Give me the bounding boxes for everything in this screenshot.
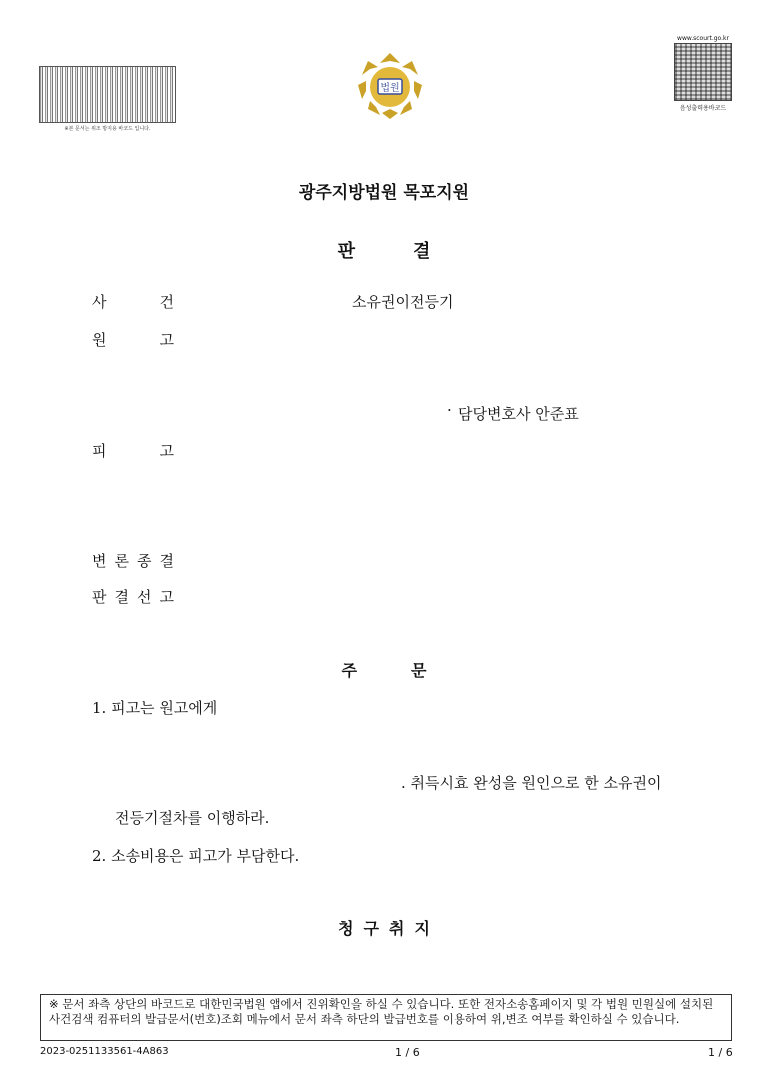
plaintiff-label: 원 고 <box>92 331 174 349</box>
sentence-date-label: 판 결 선 고 <box>92 588 174 606</box>
qr-caption: 음성출력용바코드 <box>679 105 727 112</box>
court-name: 광주지방법원 목포지원 <box>298 183 470 203</box>
order-item-1: 1. 피고는 원고에게 <box>92 699 218 717</box>
page-number-center: 1 / 6 <box>395 1046 420 1059</box>
order-item-1-continued: . 취득시효 완성을 원인으로 한 소유권이 <box>401 774 662 792</box>
case-label: 사 건 <box>92 293 174 311</box>
document-title: 판결 <box>337 241 489 262</box>
verification-notice: ※ 문서 좌측 상단의 바코드로 대한민국법원 앱에서 진위확인을 하실 수 있습니다. 또한 전자소송홈페이지 및 각 법원 민원실에 설치된 사건검색 컴퓨터의 발급문서(번호)조회 메뉴에서 문서 좌측 하단의 발급번호를 이용하여 위,변조 여부를 확인하실 수 있습니다. <box>40 994 732 1041</box>
order-heading: 주문 <box>341 661 481 680</box>
authenticity-barcode <box>39 66 176 123</box>
closing-date-label: 변 론 종 결 <box>92 552 174 570</box>
qr-url: www.scourt.go.kr <box>677 35 729 42</box>
seal-text: 법원 <box>380 83 400 94</box>
order-item-1-ending: 전등기절차를 이행하라. <box>115 809 270 827</box>
attorney-line: 담당변호사 안준표 <box>458 405 579 423</box>
court-seal-icon <box>352 51 428 121</box>
order-item-2: 2. 소송비용은 피고가 부담한다. <box>92 847 300 865</box>
claim-heading: 청구취지 <box>338 919 440 938</box>
page-number-right: 1 / 6 <box>708 1046 733 1059</box>
case-value: 소유권이전등기 <box>352 293 454 311</box>
voice-output-qr-code <box>674 43 732 101</box>
issue-number: 2023-0251133561-4A863 <box>40 1046 169 1057</box>
barcode-caption: ※본 문서는 위조 방지용 바코드 입니다. <box>64 126 151 132</box>
defendant-label: 피 고 <box>92 442 174 460</box>
redaction-dot: · <box>447 401 452 419</box>
